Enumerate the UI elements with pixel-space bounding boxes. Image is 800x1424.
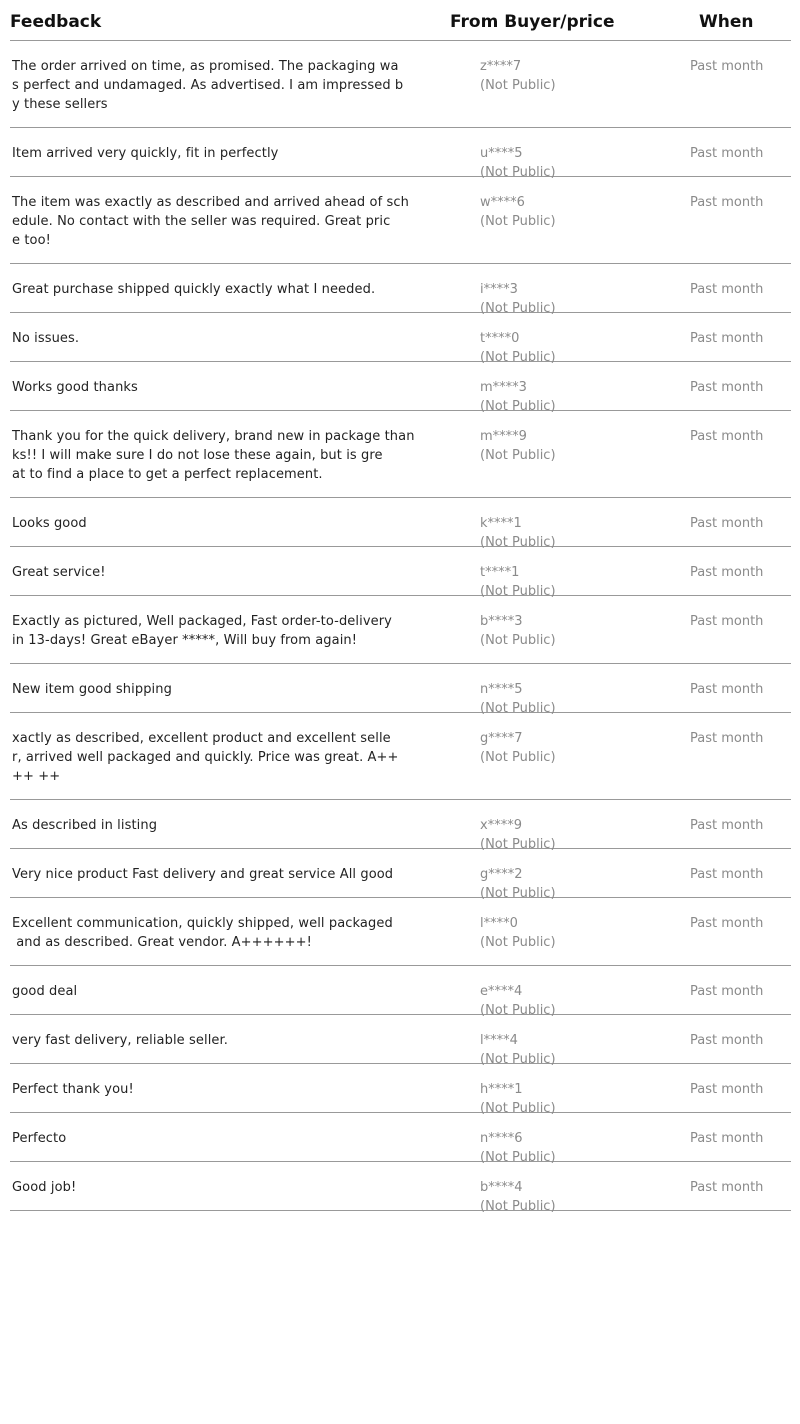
feedback-comment: No issues. bbox=[12, 331, 80, 346]
table-row bbox=[10, 177, 791, 264]
buyer-visibility: (Not Public) bbox=[480, 837, 556, 852]
buyer-cell bbox=[480, 427, 556, 465]
table-row bbox=[10, 1113, 791, 1165]
buyer-visibility: (Not Public) bbox=[480, 750, 556, 765]
feedback-when: Past month bbox=[690, 682, 764, 697]
buyer-cell bbox=[480, 57, 556, 95]
feedback-comment: Item arrived very quickly, fit in perfectly bbox=[12, 146, 279, 161]
feedback-rows bbox=[10, 41, 791, 1214]
buyer-cell bbox=[480, 1178, 556, 1216]
buyer-id: g****7 bbox=[480, 731, 523, 746]
buyer-visibility: (Not Public) bbox=[480, 301, 556, 316]
buyer-visibility: (Not Public) bbox=[480, 165, 556, 180]
buyer-id: x****9 bbox=[480, 818, 522, 833]
buyer-id: i****3 bbox=[480, 282, 518, 297]
feedback-when: Past month bbox=[690, 1033, 764, 1048]
feedback-when: Past month bbox=[690, 614, 764, 629]
table-row bbox=[10, 264, 791, 316]
table-row bbox=[10, 41, 791, 128]
table-row bbox=[10, 664, 791, 716]
table-row bbox=[10, 362, 791, 414]
feedback-when: Past month bbox=[690, 565, 764, 580]
feedback-when: Past month bbox=[690, 282, 764, 297]
buyer-visibility: (Not Public) bbox=[480, 701, 556, 716]
feedback-when: Past month bbox=[690, 916, 764, 931]
feedback-when: Past month bbox=[690, 818, 764, 833]
buyer-id: u****5 bbox=[480, 146, 523, 161]
table-row bbox=[10, 898, 791, 966]
buyer-id: h****1 bbox=[480, 1082, 523, 1097]
feedback-when: Past month bbox=[690, 1180, 764, 1195]
buyer-visibility: (Not Public) bbox=[480, 1052, 556, 1067]
feedback-comment: Great purchase shipped quickly exactly what I needed. bbox=[12, 282, 376, 297]
feedback-comment: As described in listing bbox=[12, 818, 158, 833]
column-header-from-buyer: From Buyer/price bbox=[450, 12, 615, 32]
feedback-comment: Good job! bbox=[12, 1180, 77, 1195]
feedback-comment: good deal bbox=[12, 984, 78, 999]
column-header-feedback: Feedback bbox=[10, 12, 102, 32]
buyer-visibility: (Not Public) bbox=[480, 535, 556, 550]
feedback-comment: Very nice product Fast delivery and great service All good bbox=[12, 867, 394, 882]
buyer-visibility: (Not Public) bbox=[480, 886, 556, 901]
feedback-when: Past month bbox=[690, 331, 764, 346]
table-row bbox=[10, 411, 791, 498]
buyer-cell bbox=[480, 612, 556, 650]
feedback-comment: Excellent communication, quickly shipped, well packaged and as described. Great vendor. A++++++! bbox=[12, 916, 393, 950]
feedback-comment: Great service! bbox=[12, 565, 106, 580]
table-row bbox=[10, 849, 791, 901]
column-header-when: When bbox=[699, 12, 754, 32]
buyer-visibility: (Not Public) bbox=[480, 1150, 556, 1165]
table-row bbox=[10, 1015, 791, 1067]
table-row bbox=[10, 547, 791, 599]
buyer-id: b****3 bbox=[480, 614, 523, 629]
feedback-when: Past month bbox=[690, 867, 764, 882]
buyer-id: m****3 bbox=[480, 380, 527, 395]
table-row bbox=[10, 713, 791, 800]
feedback-comment: New item good shipping bbox=[12, 682, 172, 697]
feedback-when: Past month bbox=[690, 984, 764, 999]
table-row bbox=[10, 128, 791, 180]
buyer-visibility: (Not Public) bbox=[480, 448, 556, 463]
buyer-id: z****7 bbox=[480, 59, 522, 74]
buyer-id: t****0 bbox=[480, 331, 520, 346]
table-row bbox=[10, 800, 791, 852]
buyer-id: m****9 bbox=[480, 429, 527, 444]
table-row bbox=[10, 313, 791, 365]
buyer-id: e****4 bbox=[480, 984, 523, 999]
feedback-table bbox=[10, 0, 791, 1214]
feedback-comment: Looks good bbox=[12, 516, 87, 531]
buyer-visibility: (Not Public) bbox=[480, 633, 556, 648]
buyer-id: t****1 bbox=[480, 565, 520, 580]
feedback-when: Past month bbox=[690, 59, 764, 74]
feedback-comment: Thank you for the quick delivery, brand new in package than ks!! I will make sure I do not lose these again, but is gre at to find a place to get a perfect replacement. bbox=[12, 429, 415, 482]
buyer-cell bbox=[480, 914, 556, 952]
feedback-when: Past month bbox=[690, 1082, 764, 1097]
feedback-when: Past month bbox=[690, 429, 764, 444]
table-row bbox=[10, 596, 791, 664]
feedback-when: Past month bbox=[690, 731, 764, 746]
buyer-visibility: (Not Public) bbox=[480, 1101, 556, 1116]
buyer-id: b****4 bbox=[480, 1180, 523, 1195]
buyer-visibility: (Not Public) bbox=[480, 1003, 556, 1018]
buyer-visibility: (Not Public) bbox=[480, 1199, 556, 1214]
buyer-id: n****6 bbox=[480, 1131, 523, 1146]
feedback-comment: Perfect thank you! bbox=[12, 1082, 134, 1097]
feedback-comment: The item was exactly as described and arrived ahead of sch edule. No contact with the seller was required. Great pric e too! bbox=[12, 195, 409, 248]
feedback-when: Past month bbox=[690, 146, 764, 161]
buyer-id: l****0 bbox=[480, 916, 518, 931]
feedback-when: Past month bbox=[690, 1131, 764, 1146]
feedback-comment: Exactly as pictured, Well packaged, Fast order-to-delivery in 13-days! Great eBayer *****, Will buy from again! bbox=[12, 614, 392, 648]
table-header bbox=[10, 0, 791, 41]
buyer-visibility: (Not Public) bbox=[480, 350, 556, 365]
feedback-comment: Perfecto bbox=[12, 1131, 67, 1146]
buyer-id: l****4 bbox=[480, 1033, 518, 1048]
table-row bbox=[10, 498, 791, 550]
buyer-visibility: (Not Public) bbox=[480, 399, 556, 414]
feedback-comment: very fast delivery, reliable seller. bbox=[12, 1033, 228, 1048]
buyer-visibility: (Not Public) bbox=[480, 584, 556, 599]
feedback-comment: The order arrived on time, as promised. The packaging wa s perfect and undamaged. As advertised. I am impressed b y these sellers bbox=[12, 59, 404, 112]
buyer-visibility: (Not Public) bbox=[480, 78, 556, 93]
buyer-visibility: (Not Public) bbox=[480, 935, 556, 950]
feedback-comment: Works good thanks bbox=[12, 380, 138, 395]
feedback-when: Past month bbox=[690, 380, 764, 395]
buyer-id: w****6 bbox=[480, 195, 525, 210]
buyer-id: k****1 bbox=[480, 516, 522, 531]
buyer-cell bbox=[480, 193, 556, 231]
table-row bbox=[10, 1162, 791, 1214]
buyer-id: n****5 bbox=[480, 682, 523, 697]
buyer-visibility: (Not Public) bbox=[480, 214, 556, 229]
feedback-comment: xactly as described, excellent product and excellent selle r, arrived well packaged and quickly. Price was great. A++ ++ ++ bbox=[12, 731, 399, 784]
feedback-when: Past month bbox=[690, 516, 764, 531]
table-row bbox=[10, 1064, 791, 1116]
table-row bbox=[10, 966, 791, 1018]
buyer-id: g****2 bbox=[480, 867, 523, 882]
feedback-when: Past month bbox=[690, 195, 764, 210]
buyer-cell bbox=[480, 729, 556, 767]
